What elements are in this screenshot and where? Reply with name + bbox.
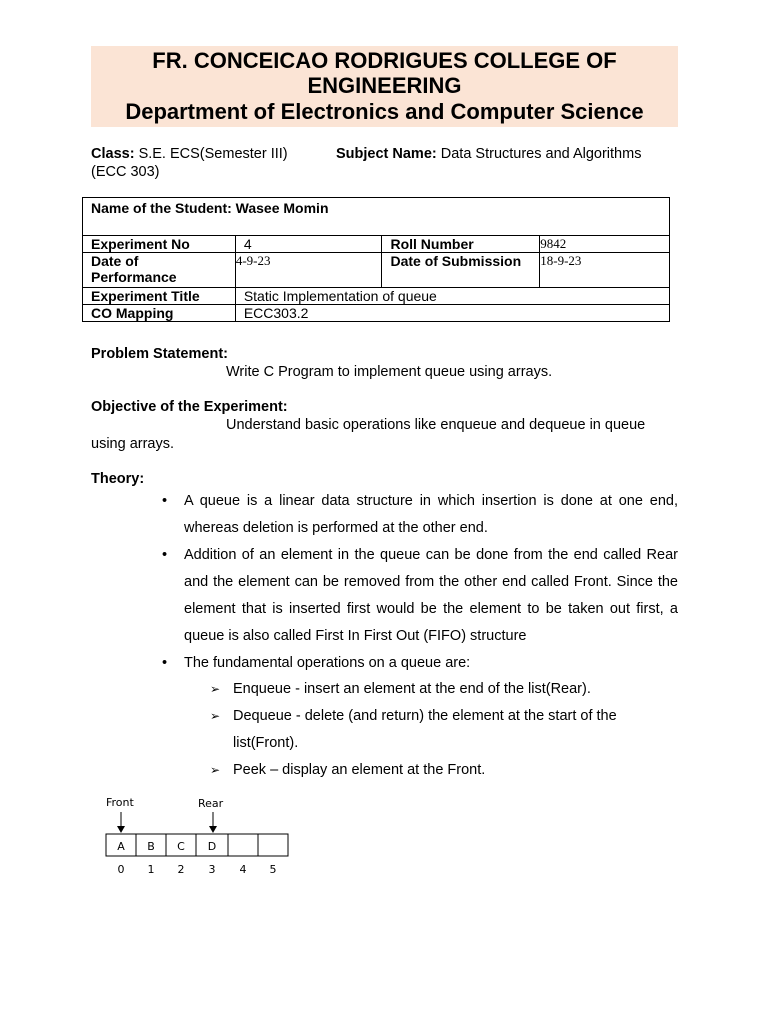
list-item: [210, 676, 640, 703]
class-value: S.E. ECS(Semester III): [138, 146, 288, 162]
cell-index: 0: [117, 863, 125, 876]
list-item: [162, 650, 678, 677]
college-name-line1: FR. CONCEICAO RODRIGUES COLLEGE OF: [152, 48, 617, 73]
objective-text-line1: Understand basic operations like enqueue and dequeue in queue: [226, 417, 646, 433]
experiment-no-value: 4: [235, 236, 382, 253]
bullet-text: A queue is a linear data structure in which insertion is done at one end, whereas deletion is performed at the other end.: [184, 493, 678, 536]
college-name-line2: ENGINEERING: [307, 73, 462, 98]
operation-text: Dequeue - delete (and return) the element at the start of the list(Front).: [233, 708, 617, 751]
cell-index: 4: [239, 863, 247, 876]
objective-text-line2: using arrays.: [91, 436, 175, 452]
class-line: [91, 145, 288, 163]
cell-value: A: [117, 840, 125, 853]
department-name: Department of Electronics and Computer Science: [125, 99, 644, 124]
objective-heading: Objective of the Experiment:: [91, 399, 288, 415]
subject-line: [336, 145, 641, 163]
queue-cell: [228, 834, 258, 856]
front-arrowhead-icon: [117, 826, 125, 833]
front-label: Front: [106, 796, 134, 809]
list-item: [162, 488, 678, 542]
rear-arrowhead-icon: [209, 826, 217, 833]
subject-label: Subject Name:: [336, 146, 437, 162]
operation-text: Peek – display an element at the Front.: [233, 762, 486, 778]
bullet-icon: •: [162, 655, 168, 671]
list-item: [210, 703, 640, 757]
roll-number-label: Roll Number: [382, 236, 540, 253]
arrow-bullet-icon: ➢: [210, 682, 221, 696]
experiment-info-table: [82, 197, 670, 322]
cell-value: B: [147, 840, 155, 853]
date-of-performance-value: 4-9-23: [235, 253, 382, 288]
date-of-submission-value: 18-9-23: [540, 253, 670, 288]
bullet-text: The fundamental operations on a queue are:: [184, 655, 471, 671]
date-of-submission-label: Date of Submission: [382, 253, 540, 288]
cell-index: 3: [208, 863, 216, 876]
experiment-no-label: Experiment No: [83, 236, 236, 253]
cell-index: 2: [177, 863, 185, 876]
co-mapping-label: CO Mapping: [83, 305, 236, 322]
bullet-icon: •: [162, 493, 168, 509]
cell-value: D: [207, 840, 217, 853]
queue-operations-list: [210, 676, 640, 784]
cell-value: C: [177, 840, 185, 853]
subject-code: (ECC 303): [91, 164, 160, 180]
theory-heading: Theory:: [91, 471, 145, 487]
bullet-text: Addition of an element in the queue can be done from the end called Rear and the element can be removed from the other end called Front. Since the element that is inserted first would be the element to be taken out first, a queue is also called First In First Out (FIFO) structure: [184, 547, 678, 644]
subject-value: Data Structures and Algorithms: [440, 146, 642, 162]
theory-bullet-list: [162, 488, 678, 677]
queue-array-diagram: [100, 792, 300, 882]
queue-cell: [258, 834, 288, 856]
problem-statement-text: Write C Program to implement queue using arrays.: [226, 364, 553, 380]
experiment-title-label: Experiment Title: [83, 288, 236, 305]
operation-text: Enqueue - insert an element at the end of the list(Rear).: [233, 681, 591, 697]
cell-index: 1: [147, 863, 155, 876]
roll-number-value: 9842: [540, 236, 670, 253]
class-label: Class:: [91, 146, 135, 162]
bullet-icon: •: [162, 547, 168, 563]
experiment-title-value: Static Implementation of queue: [235, 288, 669, 305]
rear-label: Rear: [198, 797, 224, 810]
arrow-bullet-icon: ➢: [210, 763, 221, 777]
date-of-performance-label-line1: Date of: [91, 253, 139, 269]
student-name: Name of the Student: Wasee Momin: [83, 198, 670, 236]
list-item: [210, 757, 640, 784]
problem-statement-heading: Problem Statement:: [91, 346, 228, 362]
date-of-performance-label-line2: Performance: [91, 269, 177, 285]
date-of-performance-label: [83, 253, 236, 288]
co-mapping-value: ECC303.2: [235, 305, 669, 322]
arrow-bullet-icon: ➢: [210, 709, 221, 723]
college-header: [91, 46, 678, 127]
cell-index: 5: [269, 863, 277, 876]
list-item: [162, 542, 678, 650]
